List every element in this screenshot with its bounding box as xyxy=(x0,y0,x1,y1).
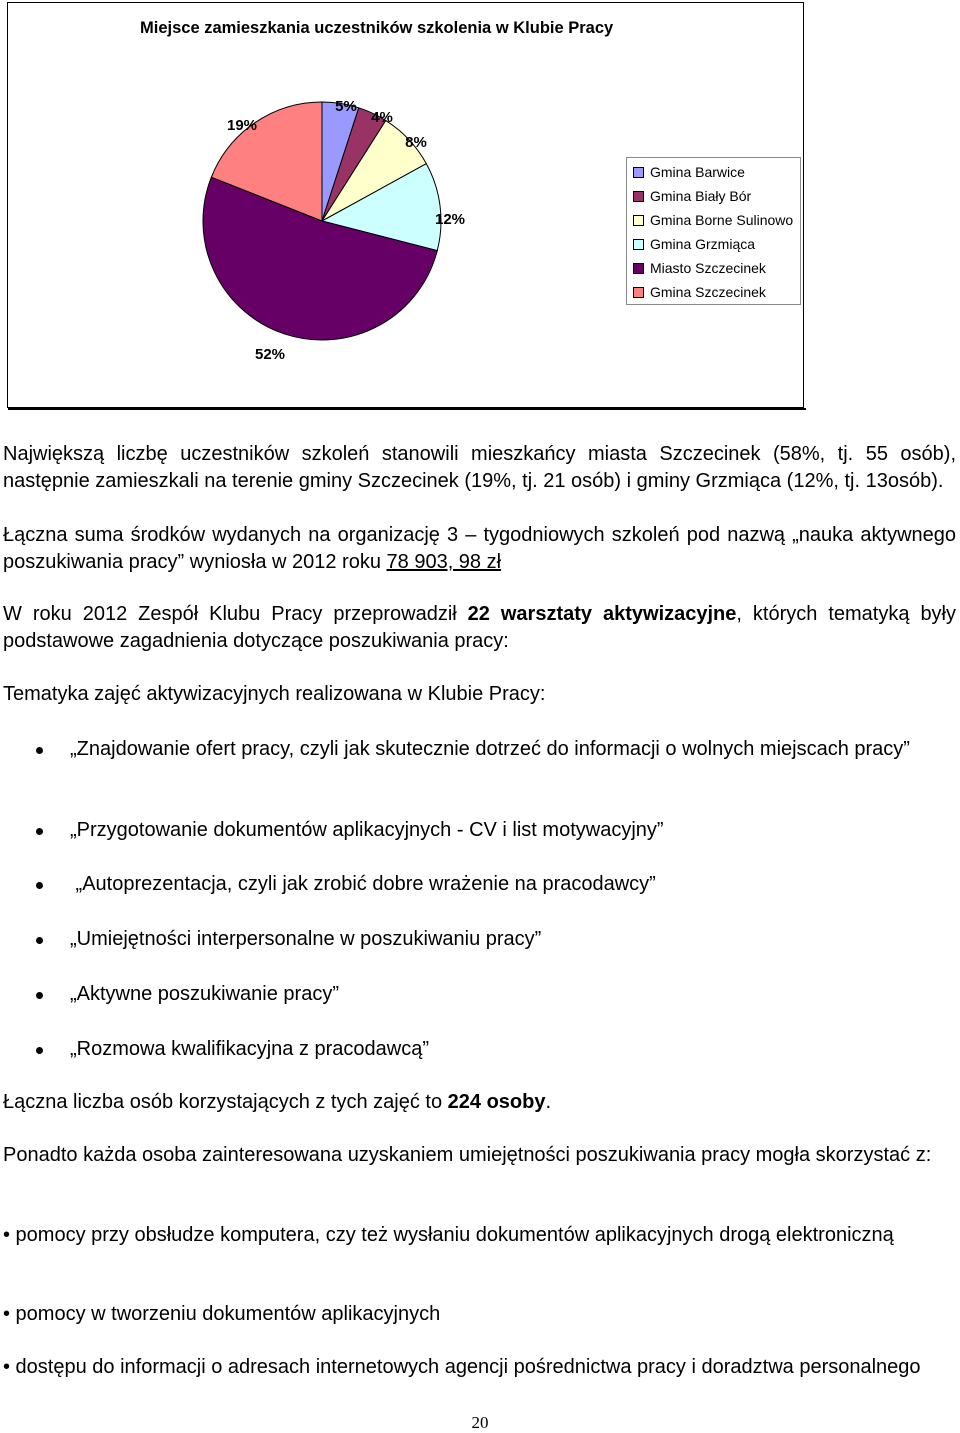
bullet-dot xyxy=(36,992,43,999)
participants-dot: . xyxy=(545,1091,552,1113)
paragraph-additional: Ponadto każda osoba zainteresowana uzyskaniem umiejętności poszukiwania pracy mogła skorzystać z: xyxy=(3,1144,932,1166)
legend-swatch xyxy=(633,263,644,274)
topic-text: „Przygotowanie dokumentów aplikacyjnych - CV i list motywacyjny” xyxy=(70,819,664,841)
chart-frame xyxy=(7,2,804,408)
slice-label: 8% xyxy=(405,134,427,151)
paragraph-participants xyxy=(3,1089,956,1116)
slice-label: 52% xyxy=(254,346,286,363)
legend-item xyxy=(633,234,755,254)
legend-item xyxy=(633,282,766,302)
legend-swatch xyxy=(633,239,644,250)
chart-title: Miejsce zamieszkania uczestników szkolenia w Klubie Pracy xyxy=(140,19,614,37)
topic-text: „Umiejętności interpersonalne w poszukiwaniu pracy” xyxy=(70,928,542,950)
participants-text: Łączna liczba osób korzystających z tych zajęć to xyxy=(3,1091,448,1113)
legend-label: Gmina Borne Sulinowo xyxy=(650,212,794,228)
paragraph-costs xyxy=(3,522,956,576)
legend-swatch xyxy=(633,191,644,202)
legend-label: Gmina Grzmiąca xyxy=(650,236,756,252)
bullet-dot xyxy=(36,747,43,754)
costs-text: Łączna suma środków wydanych na organizację 3 – tygodniowych szkoleń pod nazwą „nauka aktywnego poszukiwania pracy” wyniosła w 2012 roku xyxy=(3,524,956,573)
topic-text: „Rozmowa kwalifikacyjna z pracodawcą” xyxy=(70,1038,430,1060)
legend-label: Gmina Szczecinek xyxy=(650,284,766,300)
legend-swatch xyxy=(633,215,644,226)
legend-item xyxy=(633,186,751,206)
paragraph-topics-heading: Tematyka zajęć aktywizacyjnych realizowana w Klubie Pracy: xyxy=(3,683,546,705)
topic-text: „Znajdowanie ofert pracy, czyli jak skutecznie dotrzeć do informacji o wolnych miejscach pracy” xyxy=(70,738,910,760)
costs-amount: 78 903, 98 zł xyxy=(386,551,502,573)
bullet-dot xyxy=(36,1047,43,1054)
paragraph-summary: Największą liczbę uczestników szkoleń stanowili mieszkańcy miasta Szczecinek (58%, tj. 55 osób), następnie zamieszkali na terenie gminy Szczecinek (19%, tj. 21 osób) i gminy Grzmiąca (12%, tj. 13osób). xyxy=(3,443,956,492)
legend-label: Gmina Biały Bór xyxy=(650,188,752,204)
topic-text: „Aktywne poszukiwanie pracy” xyxy=(70,983,339,1005)
legend-item xyxy=(633,162,745,182)
workshops-text-end: , których tematyką były podstawowe zagadnienia dotyczące poszukiwania pracy: xyxy=(3,603,957,652)
slice-label: 12% xyxy=(434,211,466,228)
slice-label: 19% xyxy=(226,117,258,134)
bullet-dot xyxy=(36,882,43,889)
topic-text: „Autoprezentacja, czyli jak zrobić dobre wrażenie na pracodawcy” xyxy=(70,873,656,895)
slice-label: 4% xyxy=(371,109,393,126)
help-item: • dostępu do informacji o adresach internetowych agencji pośrednictwa pracy i doradztwa personalnego xyxy=(3,1356,921,1378)
legend-swatch xyxy=(633,167,644,178)
legend-item xyxy=(633,258,766,278)
help-item: • pomocy przy obsłudze komputera, czy też wysłaniu dokumentów aplikacyjnych drogą elektroniczną xyxy=(3,1224,894,1246)
bullet-dot xyxy=(36,828,43,835)
chart-legend xyxy=(626,157,801,305)
legend-label: Gmina Barwice xyxy=(650,164,745,180)
workshops-count: 22 warsztaty aktywizacyjne xyxy=(467,603,737,625)
help-item: • pomocy w tworzeniu dokumentów aplikacyjnych xyxy=(3,1303,441,1325)
slice-label: 5% xyxy=(335,98,357,115)
paragraph-workshops xyxy=(3,601,956,655)
bullet-dot xyxy=(36,937,43,944)
workshops-text: W roku 2012 Zespół Klubu Pracy przeprowadził xyxy=(3,603,468,625)
legend-item xyxy=(633,210,793,230)
legend-label: Miasto Szczecinek xyxy=(650,260,766,276)
page-number: 20 xyxy=(471,1413,489,1432)
legend-swatch xyxy=(633,287,644,298)
participants-count: 224 osoby xyxy=(447,1091,546,1113)
